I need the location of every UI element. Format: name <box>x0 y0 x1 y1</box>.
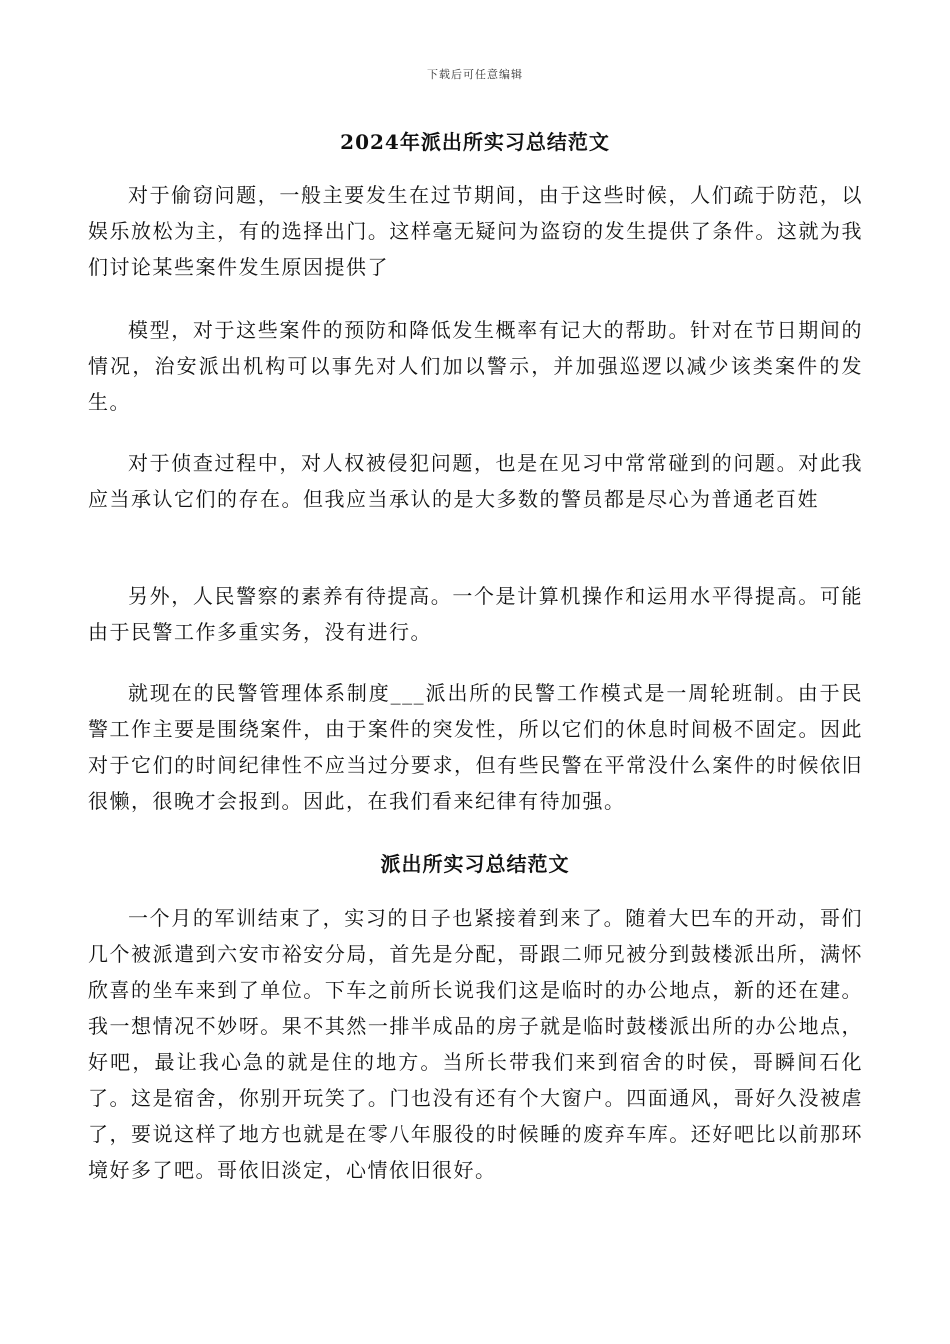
paragraph: 对于侦查过程中，对人权被侵犯问题，也是在见习中常常碰到的问题。对此我应当承认它们的存在。但我应当承认的是大多数的警员都是尽心为普通老百姓 <box>88 451 863 511</box>
paragraph: 就现在的民警管理体系制度___派出所的民警工作模式是一周轮班制。由于民警工作主要是围绕案件，由于案件的突发性，所以它们的休息时间极不固定。因此对于它们的时间纪律性不应当过分要求，但有些民警在平常没什么案件的时候依旧很懒，很晚才会报到。因此，在我们看来纪律有待加强。 <box>88 681 863 813</box>
header-note: 下载后可任意编辑 <box>427 68 523 81</box>
paragraph: 一个月的军训结束了，实习的日子也紧接着到来了。随着大巴车的开动，哥们几个被派遣到六安市裕安分局，首先是分配，哥跟二师兄被分到鼓楼派出所，满怀欣喜的坐车来到了单位。下车之前所长说我们这是临时的办公地点，新的还在建。我一想情况不妙呀。果不其然一排半成品的房子就是临时鼓楼派出所的办公地点，好吧，最让我心急的就是住的地方。当所长带我们来到宿舍的时侯，哥瞬间石化了。这是宿舍，你别开玩笑了。门也没有还有个大窗户。四面通风，哥好久没被虐了，要说这样了地方也就是在零八年服役的时候睡的废弃车库。还好吧比以前那环境好多了吧。哥依旧淡定，心情依旧很好。 <box>88 906 863 1182</box>
paragraph: 模型，对于这些案件的预防和降低发生概率有记大的帮助。针对在节日期间的情况，治安派出机构可以事先对人们加以警示，并加强巡逻以减少该类案件的发生。 <box>88 318 863 414</box>
paragraph: 另外，人民警察的素养有待提高。一个是计算机操作和运用水平得提高。可能由于民警工作多重实务，没有进行。 <box>88 584 863 644</box>
section-title: 2024年派出所实习总结范文 <box>340 130 610 154</box>
section-title: 派出所实习总结范文 <box>380 852 570 876</box>
paragraph: 对于偷窃问题，一般主要发生在过节期间，由于这些时候，人们疏于防范，以娱乐放松为主，有的选择出门。这样毫无疑问为盗窃的发生提供了条件。这就为我们讨论某些案件发生原因提供了 <box>88 183 863 279</box>
